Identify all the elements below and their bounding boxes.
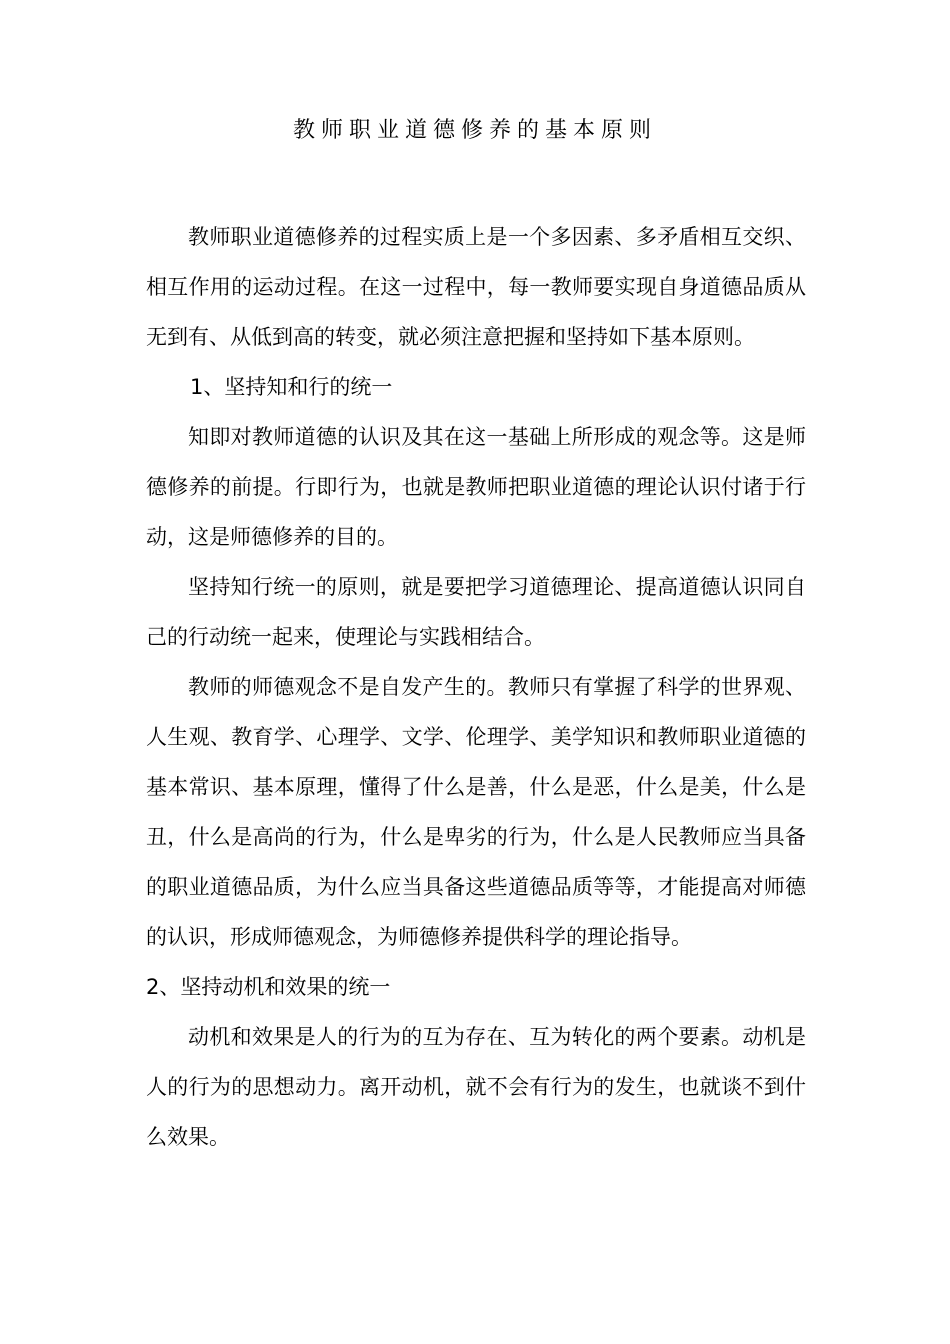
document-title: 教师职业道德修养的基本原则: [292, 118, 657, 143]
section-heading-1: 1、坚持知和行的统一: [190, 375, 393, 399]
document-body: [146, 212, 806, 1162]
intro-paragraph: 教师职业道德修养的过程实质上是一个多因素、多矛盾相互交织、相互作用的运动过程。在这一过程中，每一教师要实现自身道德品质从无到有、从低到高的转变，就必须注意把握和坚持如下基本原则。: [146, 225, 806, 349]
paragraph-motive-effect: 动机和效果是人的行为的互为存在、互为转化的两个要素。动机是人的行为的思想动力。离开动机，就不会有行为的发生，也就谈不到什么效果。: [146, 1025, 806, 1149]
paragraph-knowledge-action: 知即对教师道德的认识及其在这一基础上所形成的观念等。这是师德修养的前提。行即行为，也就是教师把职业道德的理论认识付诸于行动，这是师德修养的目的。: [146, 425, 806, 549]
section-heading-2: 2、坚持动机和效果的统一: [146, 975, 391, 999]
paragraph-unity-principle: 坚持知行统一的原则，就是要把学习道德理论、提高道德认识同自己的行动统一起来，使理论与实践相结合。: [146, 575, 806, 649]
paragraph-ethics-concept: 教师的师德观念不是自发产生的。教师只有掌握了科学的世界观、人生观、教育学、心理学、文学、伦理学、美学知识和教师职业道德的基本常识、基本原理，懂得了什么是善，什么是恶，什么是美，什么是丑，什么是高尚的行为，什么是卑劣的行为，什么是人民教师应当具备的职业道德品质，为什么应当具备这些道德品质等等，才能提高对师德的认识，形成师德观念，为师德修养提供科学的理论指导。: [146, 675, 806, 949]
